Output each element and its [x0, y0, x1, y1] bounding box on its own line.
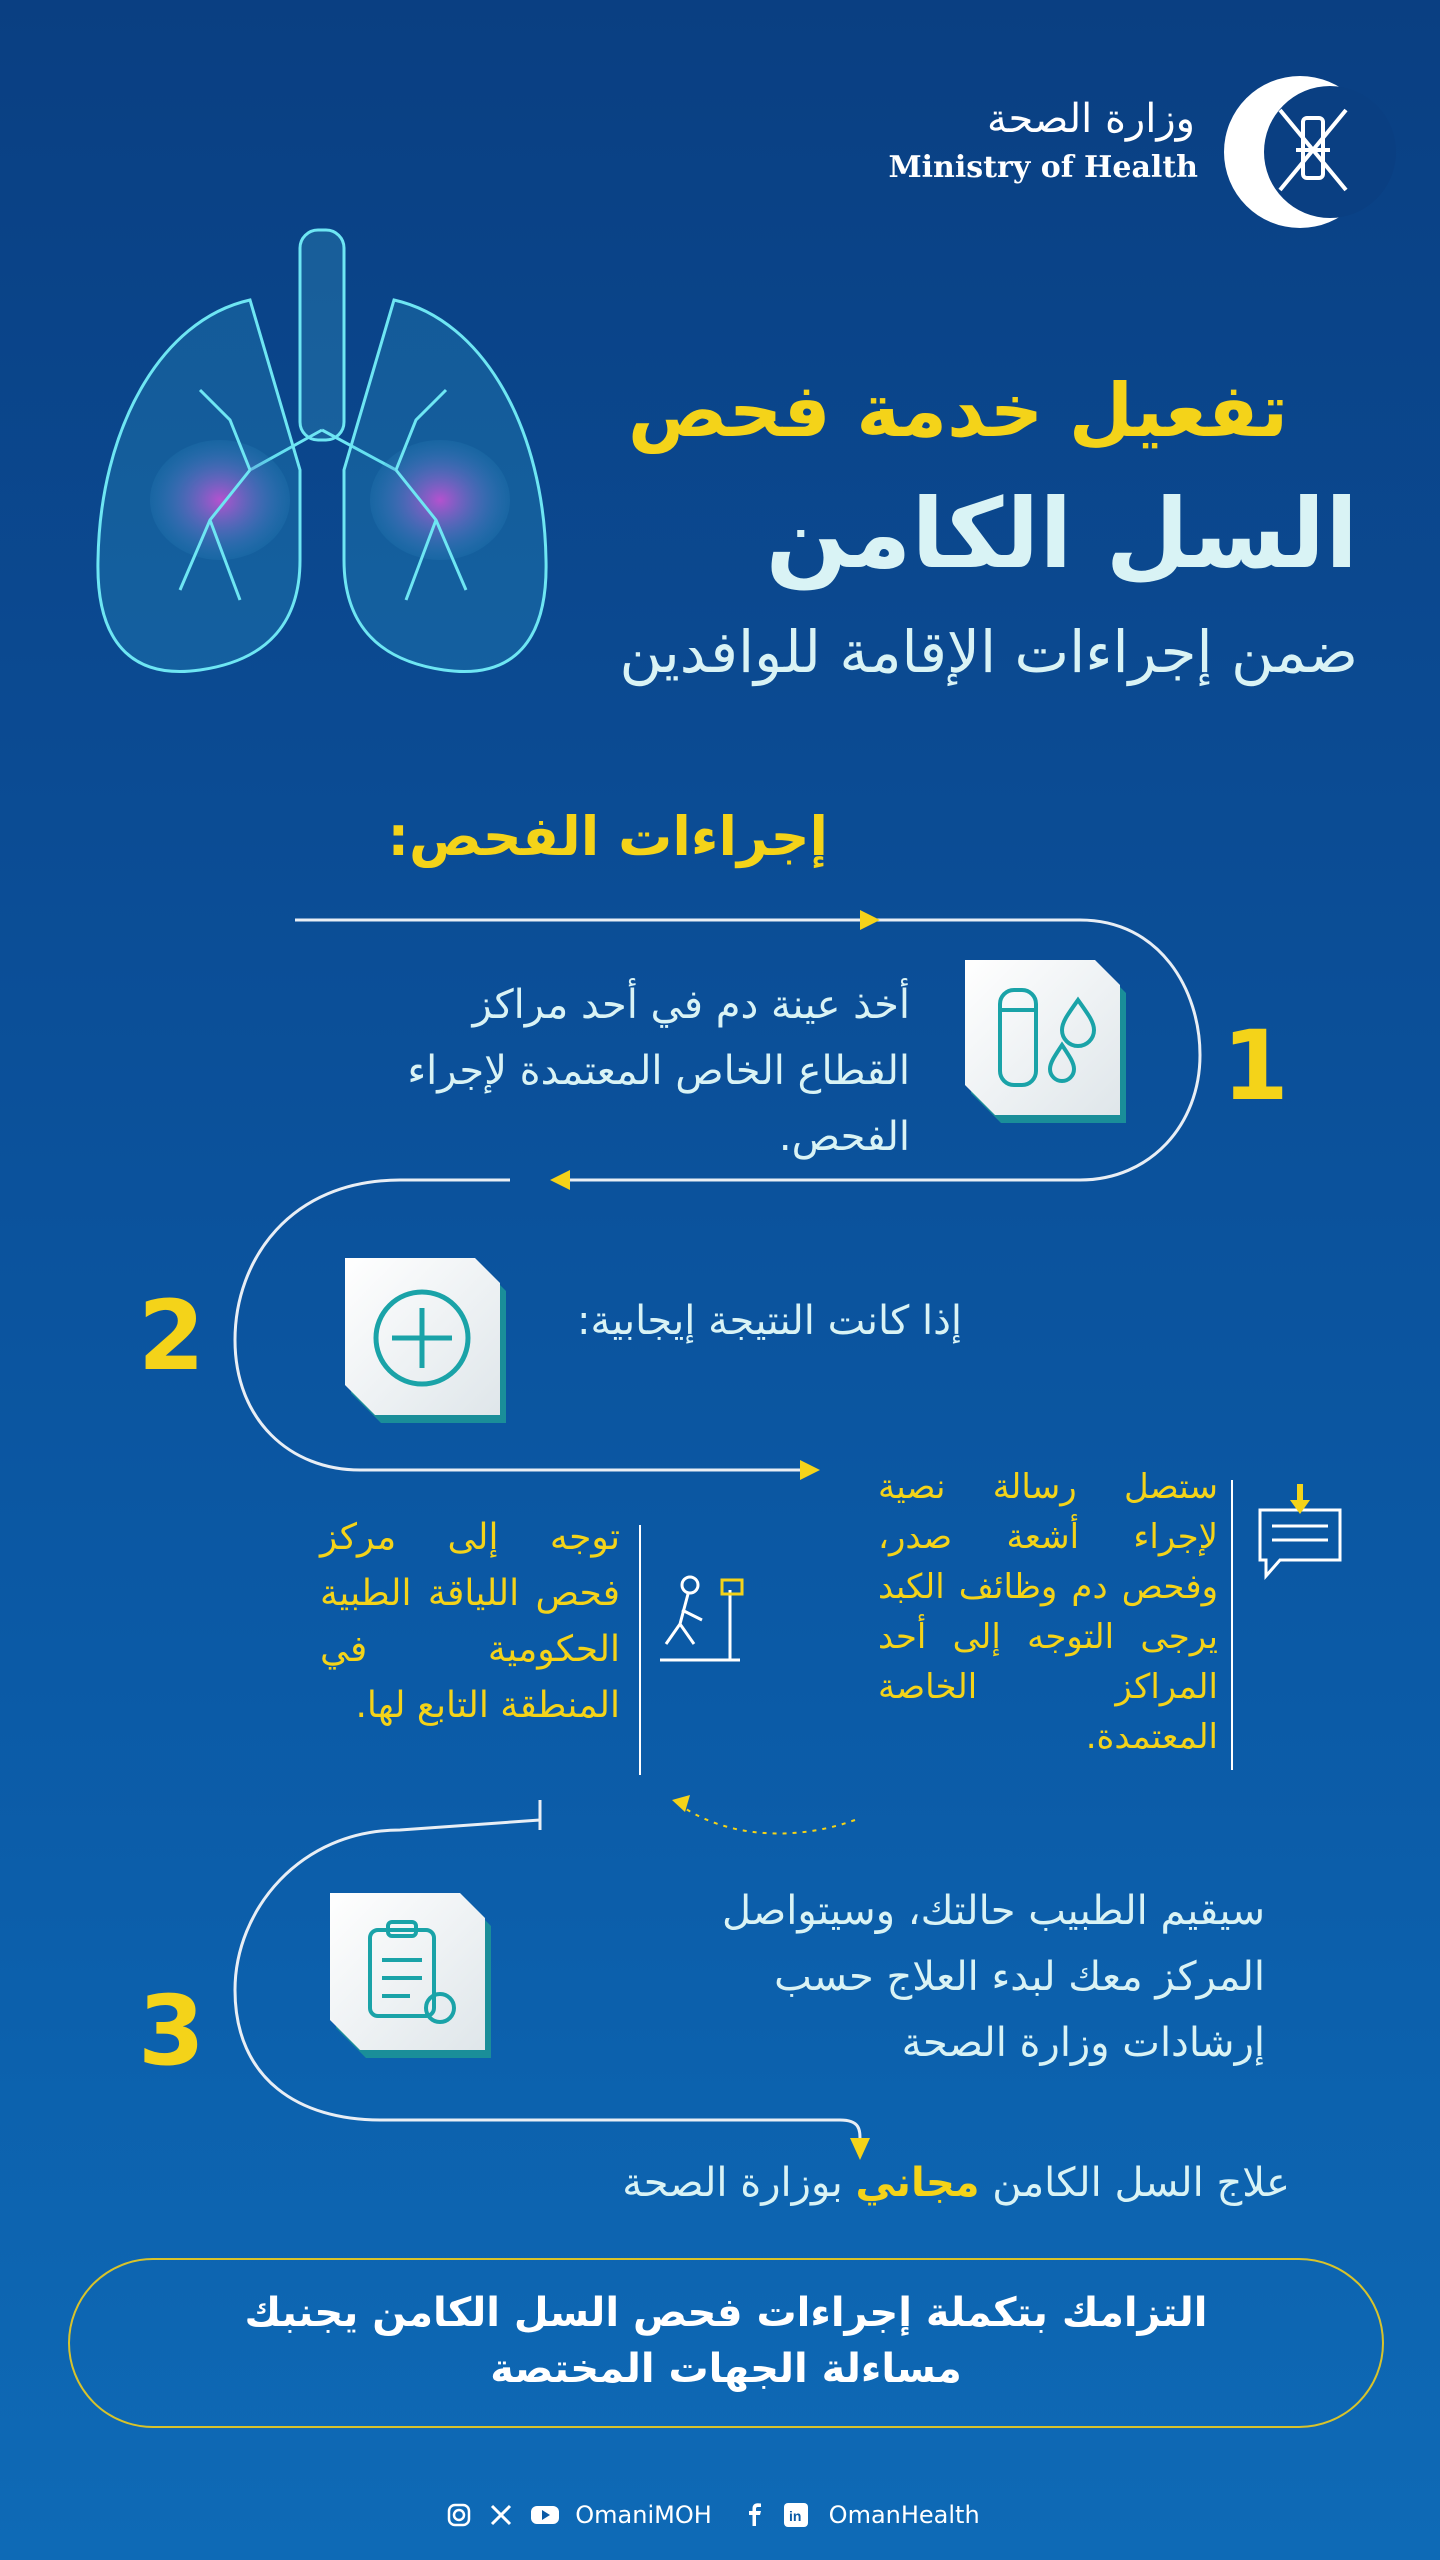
- commitment-line1: التزامك بتكملة إجراءات فحص السل الكامن يجنبك: [244, 2290, 1208, 2336]
- social-handle-1[interactable]: OmaniMOH: [575, 2501, 712, 2529]
- title-line2: السل الكامن: [765, 478, 1358, 590]
- step-3-card: [330, 1893, 491, 2058]
- step-2-text: إذا كانت النتيجة إيجابية:: [577, 1298, 962, 1344]
- social-handle-2[interactable]: OmanHealth: [828, 2501, 980, 2529]
- dotted-arrow: [680, 1805, 855, 1834]
- ministry-emblem: [1224, 76, 1396, 228]
- free-note-after: بوزارة الصحة: [622, 2160, 843, 2206]
- instagram-icon[interactable]: [446, 2502, 472, 2528]
- ministry-name-en: Ministry of Health: [888, 150, 1198, 185]
- linkedin-icon[interactable]: [783, 2502, 809, 2528]
- message-icon: [1260, 1484, 1340, 1576]
- step-3-number: 3: [138, 1975, 205, 2087]
- free-note-before: علاج السل الكامن: [992, 2160, 1290, 2206]
- x-icon[interactable]: [488, 2502, 514, 2528]
- sms-branch-text: ستصل رسالة نصية لإجراء أشعة صدر، وفحص دم وظائف الكبد يرجى التوجه إلى أحد المراكز الخاصة المعتمدة.: [878, 1467, 1218, 1757]
- treadmill-icon: [660, 1577, 742, 1660]
- title-line1: تفعيل خدمة فحص: [627, 368, 1288, 454]
- step-1-number: 1: [1222, 1010, 1289, 1122]
- facebook-icon[interactable]: [741, 2502, 767, 2528]
- step-1-card: [965, 960, 1126, 1123]
- fitness-branch-text: توجه إلى مركز فحص اللياقة الطبية الحكومية في المنطقة التابع لها.: [320, 1517, 620, 1726]
- step-3-text: سيقيم الطبيب حالتك، وسيتواصل المركز معك لبدء العلاج حسب إرشادات وزارة الصحة: [722, 1888, 1265, 2066]
- lungs-illustration: [98, 230, 546, 672]
- ministry-name-ar: وزارة الصحة: [987, 96, 1195, 142]
- title-line3: ضمن إجراءات الإقامة للوافدين: [619, 618, 1358, 686]
- youtube-icon[interactable]: [530, 2502, 556, 2528]
- free-note-highlight: مجاني: [855, 2160, 980, 2206]
- commitment-text: [68, 2285, 1384, 2397]
- social-footer: [0, 2500, 1440, 2529]
- commitment-line2: مساءلة الجهات المختصة: [490, 2346, 962, 2392]
- step-2-number: 2: [138, 1280, 205, 1392]
- procedures-heading: إجراءات الفحص:: [387, 805, 828, 868]
- free-treatment-note: [622, 2160, 1290, 2206]
- svg-text:in: in: [789, 2508, 802, 2524]
- step-1-text: أخذ عينة دم في أحد مراكز القطاع الخاص المعتمدة لإجراء الفحص.: [407, 982, 910, 1160]
